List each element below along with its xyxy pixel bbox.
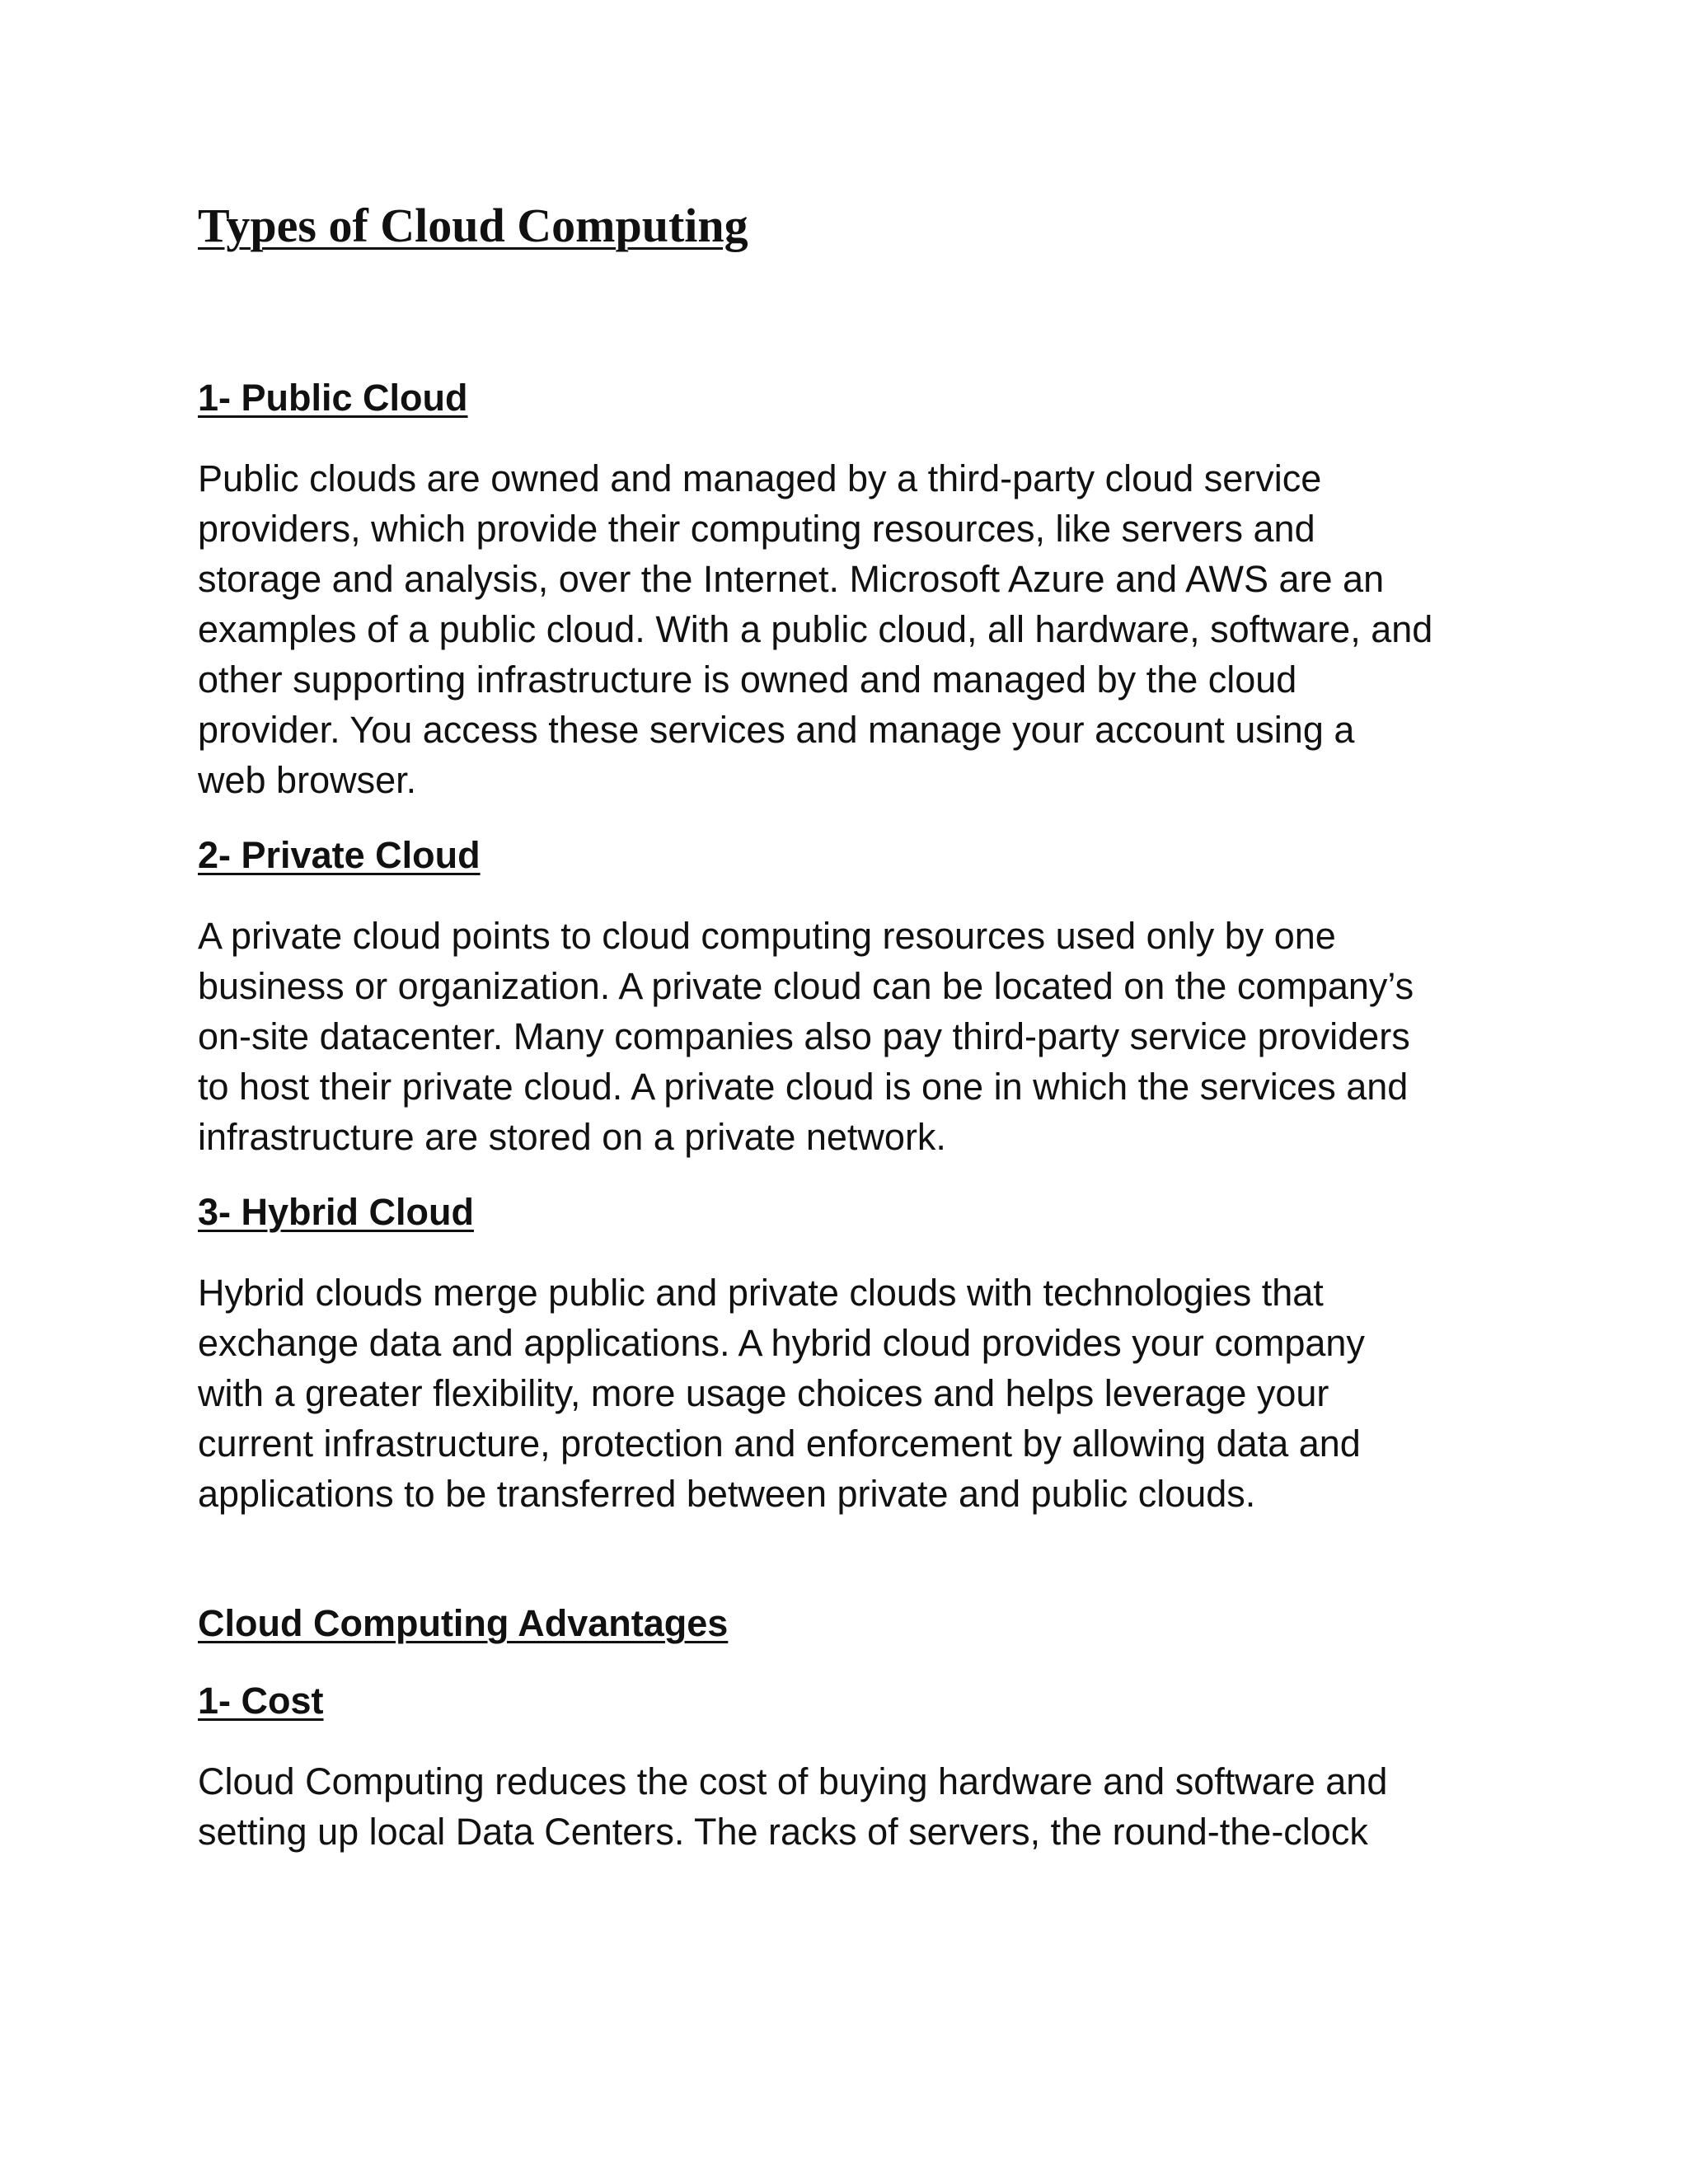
text-line: Hybrid clouds merge public and private clouds with technologies that <box>198 1272 1324 1314</box>
paragraph-private-cloud <box>198 911 1500 1162</box>
text-line: exchange data and applications. A hybrid cloud provides your company <box>198 1322 1365 1364</box>
text-line: A private cloud points to cloud computing resources used only by one <box>198 915 1336 957</box>
text-line: applications to be transferred between private and public clouds. <box>198 1473 1256 1515</box>
paragraph-cost <box>198 1756 1500 1857</box>
section-heading-cost: 1- Cost <box>198 1680 324 1722</box>
text-line: infrastructure are stored on a private network. <box>198 1116 946 1158</box>
text-line: web browser. <box>198 759 417 801</box>
document-content <box>198 198 1500 1885</box>
text-line: setting up local Data Centers. The racks of servers, the round-the-clock <box>198 1811 1368 1853</box>
advantages-heading: Cloud Computing Advantages <box>198 1602 729 1644</box>
text-line: Public clouds are owned and managed by a third-party cloud service <box>198 457 1322 499</box>
text-line: with a greater flexibility, more usage choices and helps leverage your <box>198 1372 1329 1414</box>
section-spacer <box>198 1547 1500 1601</box>
paragraph-hybrid-cloud <box>198 1268 1500 1519</box>
text-line: on-site datacenter. Many companies also pay third-party service providers <box>198 1015 1410 1057</box>
section-heading-public-cloud: 1- Public Cloud <box>198 377 468 419</box>
text-line: examples of a public cloud. With a public cloud, all hardware, software, and <box>198 608 1433 650</box>
document-title: Types of Cloud Computing <box>198 199 748 252</box>
paragraph-public-cloud <box>198 453 1500 805</box>
section-heading-private-cloud: 2- Private Cloud <box>198 834 481 876</box>
text-line: providers, which provide their computing resources, like servers and <box>198 508 1315 550</box>
section-heading-hybrid-cloud: 3- Hybrid Cloud <box>198 1191 474 1233</box>
text-line: to host their private cloud. A private cloud is one in which the services and <box>198 1066 1409 1108</box>
text-line: storage and analysis, over the Internet. Microsoft Azure and AWS are an <box>198 558 1385 600</box>
text-line: business or organization. A private cloud can be located on the company’s <box>198 965 1414 1007</box>
text-line: Cloud Computing reduces the cost of buying hardware and software and <box>198 1760 1388 1802</box>
text-line: provider. You access these services and manage your account using a <box>198 709 1355 751</box>
text-line: other supporting infrastructure is owned and managed by the cloud <box>198 658 1297 701</box>
text-line: current infrastructure, protection and enforcement by allowing data and <box>198 1422 1361 1465</box>
